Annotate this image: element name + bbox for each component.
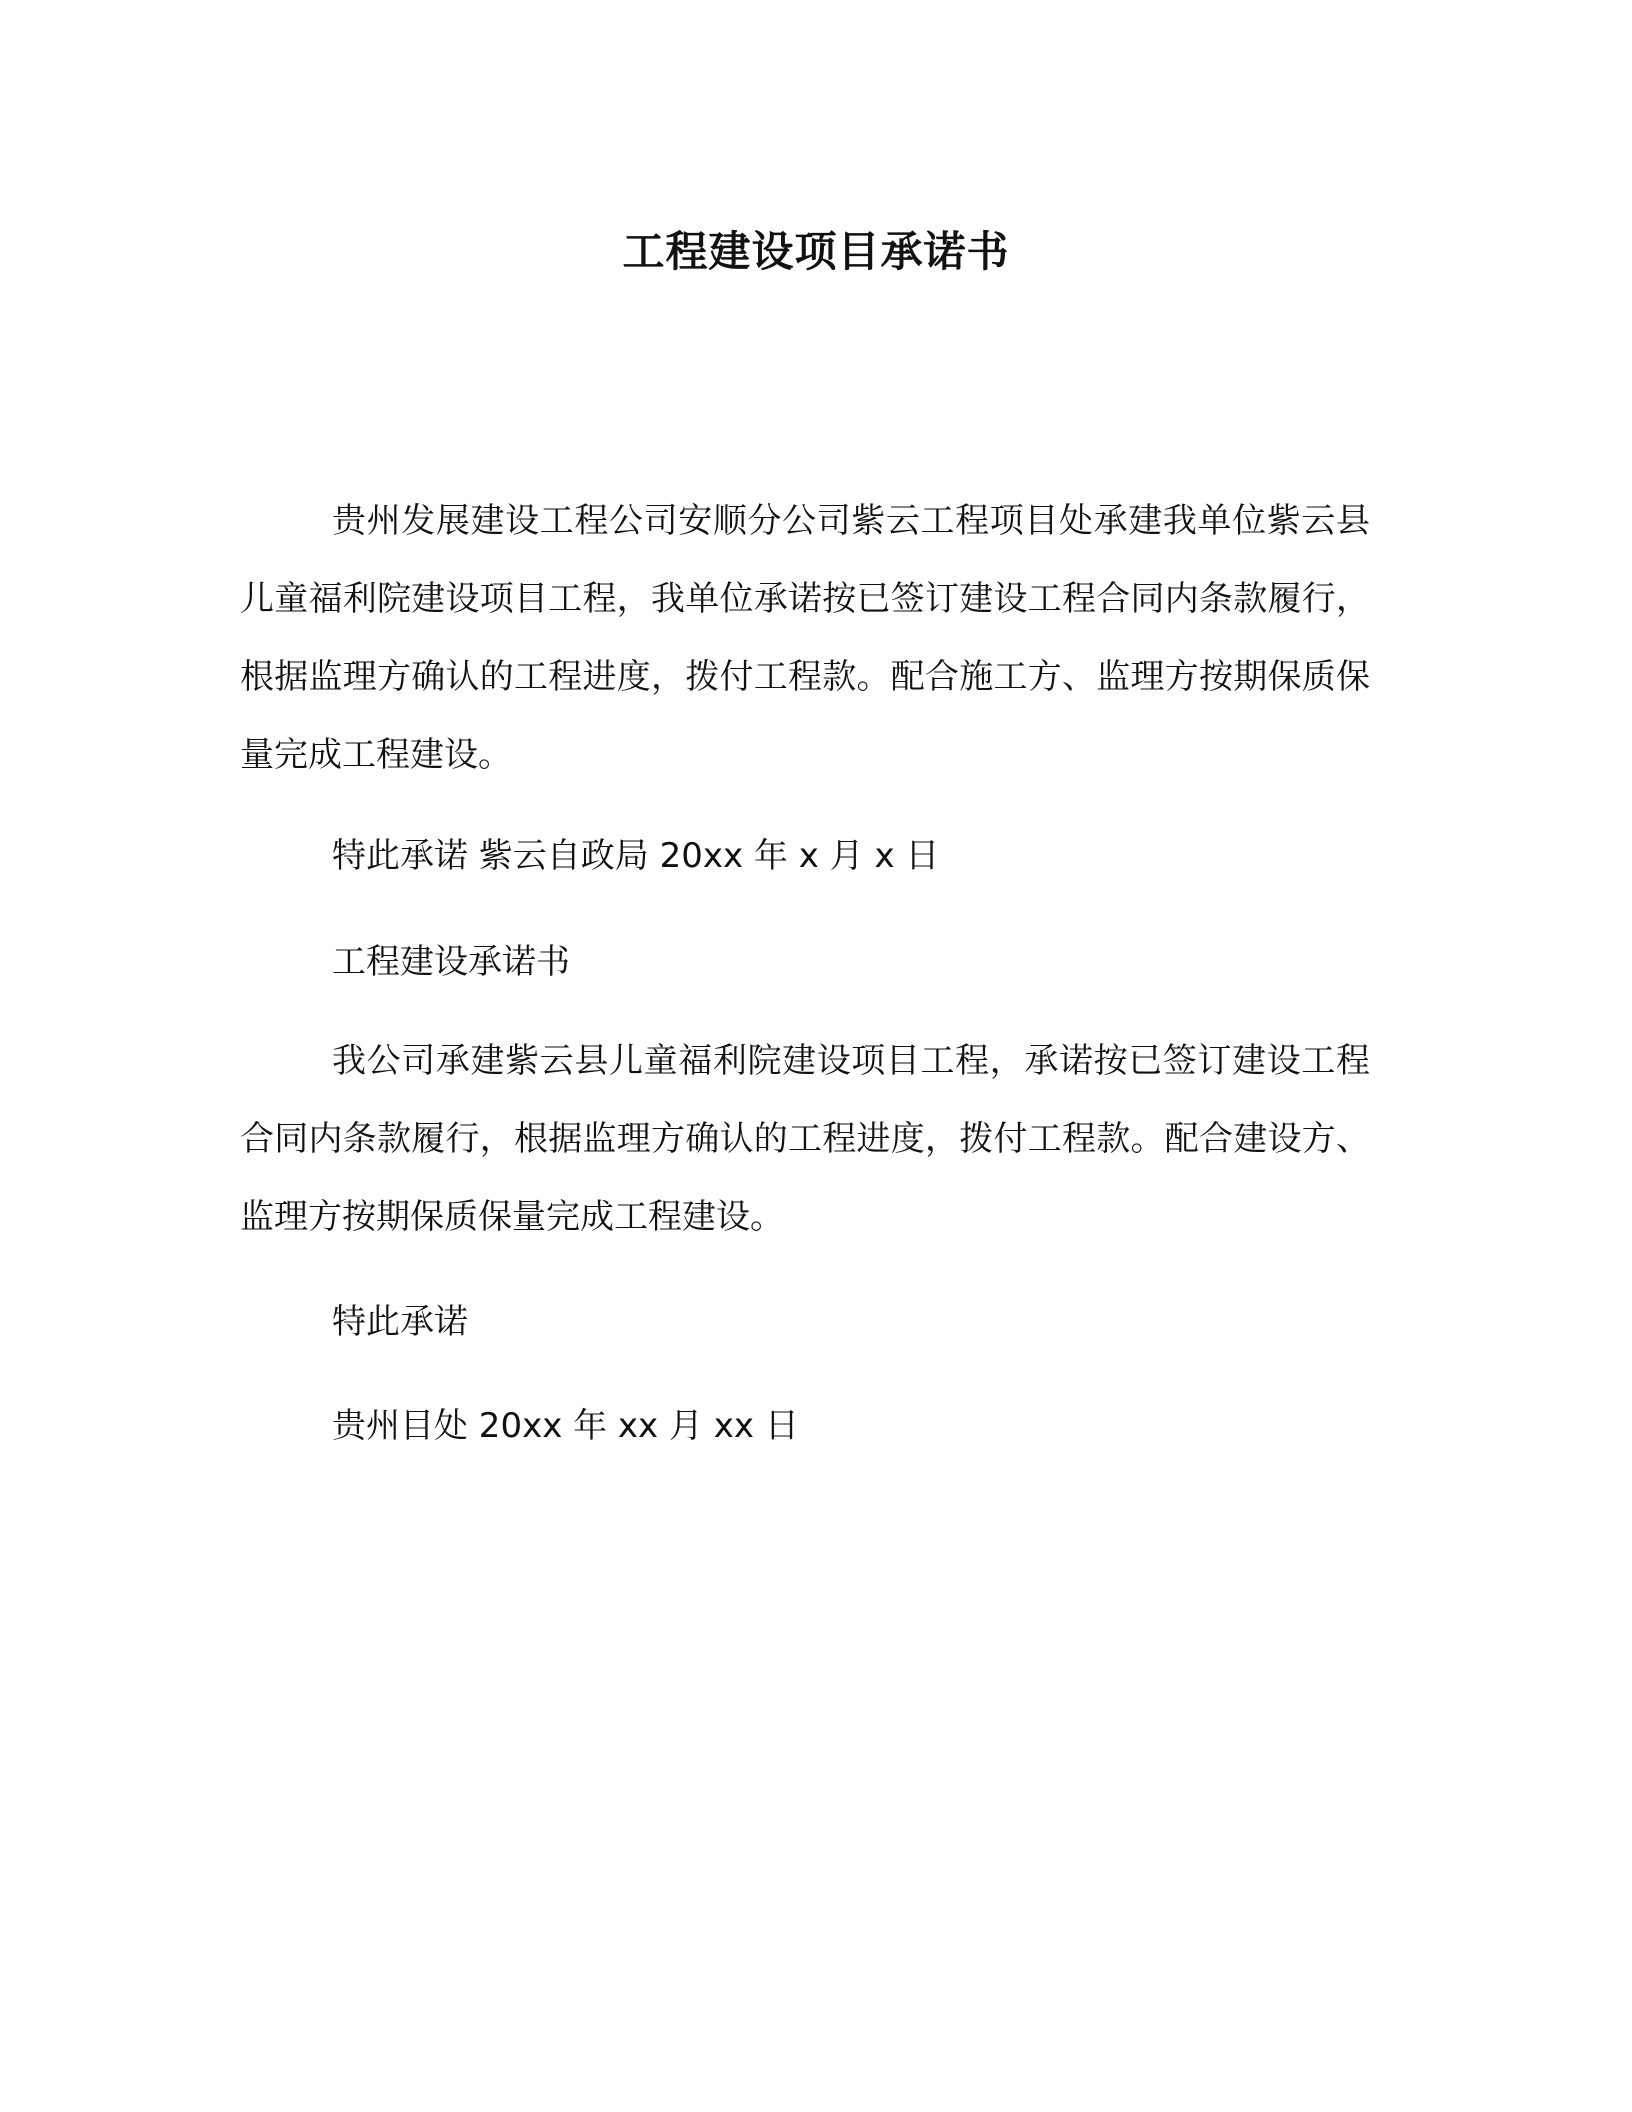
signature-label-2: 特此承诺 <box>332 1302 468 1342</box>
second-commitment-heading: 工程建设承诺书 <box>332 942 570 982</box>
signature-org-date-2: 贵州目处 20xx 年 xx 月 xx 日 <box>332 1406 799 1446</box>
signature-line-1: 特此承诺 紫云自政局 20xx 年 x 月 x 日 <box>332 836 940 876</box>
commitment-paragraph-1: 贵州发展建设工程公司安顺分公司紫云工程项目处承建我单位紫云县儿童福利院建设项目工程，我单位承诺按已签订建设工程合同内条款履行，根据监理方确认的工程进度，拨付工程款。配合施工方、监理方按期保质保量完成工程建设。 <box>240 501 1370 775</box>
commitment-paragraph-2: 我公司承建紫云县儿童福利院建设项目工程，承诺按已签订建设工程合同内条款履行，根据监理方确认的工程进度，拨付工程款。配合建设方、监理方按期保质保量完成工程建设。 <box>240 1041 1370 1237</box>
document-title: 工程建设项目承诺书 <box>622 227 1010 276</box>
